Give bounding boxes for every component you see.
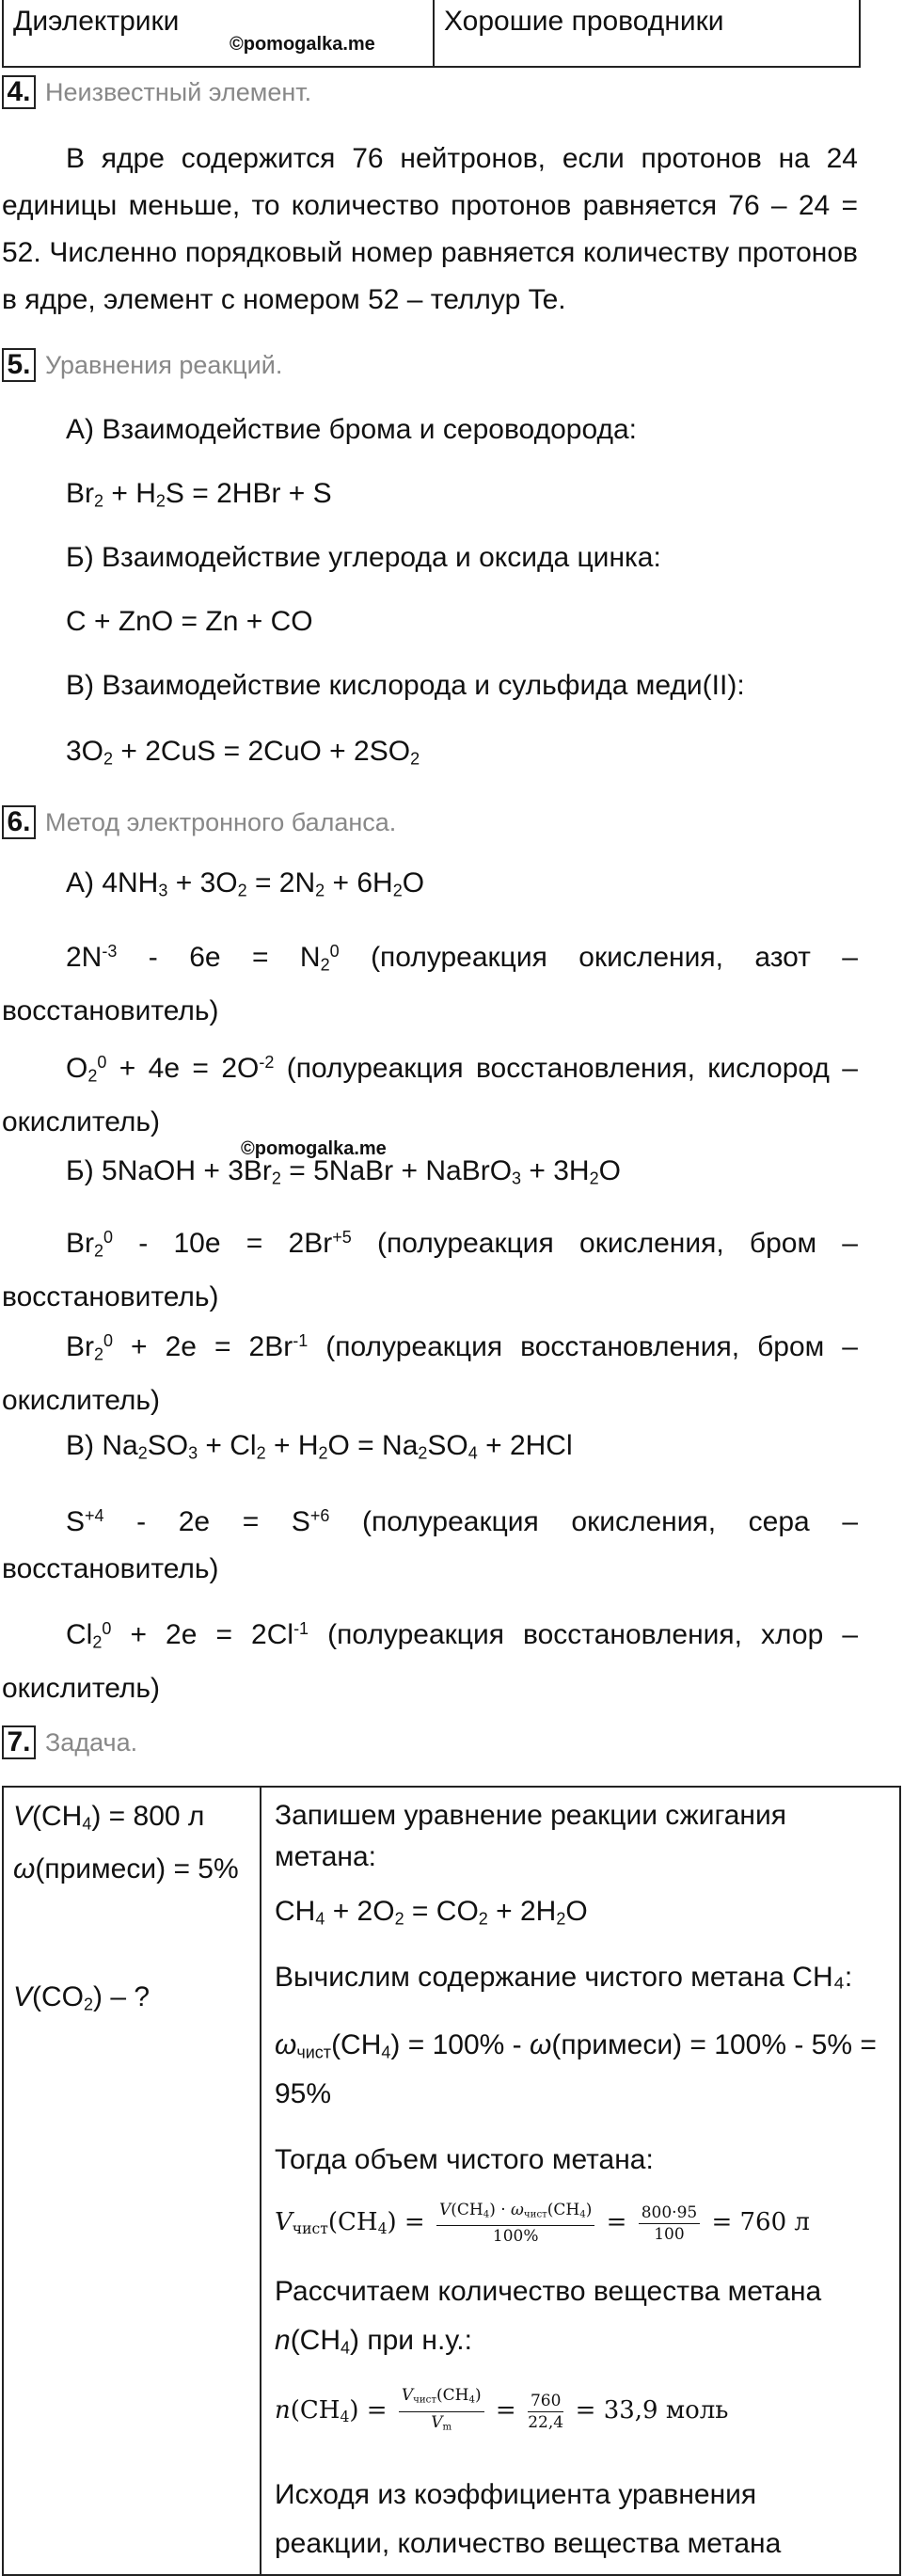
balance-a-oxidation: $2N^{-3} - 6e = N_2^0$ (полуреакция окисления, азот – восстановитель) [2, 941, 858, 1027]
given-column [4, 1788, 261, 2574]
solution-step-5: Исходя из коэффициента уравнения реакции, количество вещества метана [275, 2479, 782, 2559]
solution-purity: $\omega_{чист}(CH_4) = 100\%$ - ω(примеси) = 100% - 5% = 95% [275, 2029, 877, 2109]
balance-b-oxidation: $Br_2^0 - 10e = 2Br^{+5}$ (полуреакция окисления, бром – восстановитель) [2, 1227, 858, 1313]
explanation: (полуреакция окисления, сера – восстановитель) [2, 1505, 859, 1584]
section-number: 7. [2, 1725, 36, 1759]
section-6-header [2, 805, 396, 839]
given-impurity: ω(примеси) = 5% [13, 1853, 239, 1884]
solution-step-4: Рассчитаем количество вещества метана $n(CH_4)$ при н.у.: [275, 2276, 822, 2358]
reaction-a-equation: $Br_2 + H_2S = 2HBr + S$ [66, 478, 332, 511]
explanation: (полуреакция окисления, азот – восстановитель) [2, 941, 858, 1027]
section-7-header [2, 1725, 137, 1759]
explanation: (полуреакция восстановления, хлор – окислитель) [2, 1618, 859, 1705]
reaction-b-equation: C + ZnO = Zn + CO [66, 606, 313, 637]
formula-volume: $V_{чист}(CH_4)$ = $\frac{V(CH_4) \cdot \omega_{чист}(CH_4)}{100\%}$ = $\frac{800\cdot 95}{100}$ = 760 л [275, 2200, 810, 2247]
cell-dielectrics [4, 0, 435, 66]
section-number: 4. [2, 75, 36, 109]
given-volume: $V(CH_4) = 800$ л [13, 1801, 205, 1834]
explanation: (полуреакция окисления, бром – восстановитель) [2, 1227, 858, 1313]
reaction-c-equation: $3O_2 + 2CuS = 2CuO + 2SO_2$ [66, 736, 420, 769]
reaction-b-label: Б) Взаимодействие углерода и оксида цинка: [66, 542, 661, 573]
section-number: 6. [2, 805, 36, 839]
balance-c-equation: В) $Na_2SO_3 + Cl_2 + H_2O = Na_2SO_4 + 2HCl$ [66, 1430, 573, 1463]
balance-b-equation: Б) 5NaOH + $3Br_2$ = 5NaBr + NaBrO$_3$ + $3H_2O$ [66, 1155, 621, 1188]
section-4-text: В ядре содержится 76 нейтронов, если протонов на 24 единицы меньше, то количество протонов равняется 76 – 24 = 52. Численно порядковый номер равняется количеству протонов в ядре, элемент с номером 52 – теллур Te. [2, 143, 858, 315]
section-title: Задача. [45, 1727, 138, 1757]
unknown: $V(CO_2)$ – ? [13, 1981, 150, 2014]
balance-c-reduction: $Cl_2^0 + 2e = 2Cl^{-1}$ (полуреакция восстановления, хлор – окислитель) [2, 1618, 859, 1705]
solution-step-2: Вычислим содержание чистого метана CH₄: [275, 1962, 853, 1993]
top-table [2, 0, 861, 68]
section-5-header [2, 348, 282, 382]
balance-c-oxidation: $S^{+4} - 2e = S^{+6}$ (полуреакция окисления, сера – восстановитель) [2, 1505, 859, 1584]
formula-amount: $n(CH_4)$ = $\frac{V_{чист}(CH_4)}{V_m}$ = $\frac{760}{22,4}$ = 33,9 моль [275, 2385, 729, 2433]
explanation: (полуреакция восстановления, бром – окислитель) [2, 1330, 858, 1417]
balance-a-equation: А) $4NH_3 + 3O_2 = 2N_2 + 6H_2O$ [66, 867, 425, 900]
section-title: Метод электронного баланса. [45, 807, 397, 836]
reaction-a-label: А) Взаимодействие брома и сероводорода: [66, 414, 637, 445]
explanation: (полуреакция восстановления, кислород – окислитель) [2, 1052, 858, 1138]
section-4-header [2, 75, 311, 109]
cell-dielectrics-text: Диэлектрики [13, 6, 180, 37]
reaction-c-label: В) Взаимодействие кислорода и сульфида меди(II): [66, 670, 745, 701]
task-table [2, 1786, 901, 2576]
watermark: ©pomogalka.me [241, 1138, 387, 1159]
section-number: 5. [2, 348, 36, 382]
solution-step-3: Тогда объем чистого метана: [275, 2144, 654, 2175]
balance-a-reduction: $O_2^0 + 4e = 2O^{-2}$ (полуреакция восстановления, кислород – окислитель) [2, 1052, 858, 1138]
solution-column [261, 1788, 899, 2574]
section-title: Неизвестный элемент. [45, 77, 312, 106]
solution-step-1: Запишем уравнение реакции сжигания метана: [275, 1800, 786, 1872]
solution-equation: $CH_4 + 2O_2 = CO_2 + 2H_2O$ [275, 1896, 588, 1929]
balance-b-reduction: $Br_2^0 + 2e = 2Br^{-1}$ (полуреакция восстановления, бром – окислитель) [2, 1330, 858, 1417]
section-title: Уравнения реакций. [45, 350, 283, 379]
watermark: ©pomogalka.me [230, 34, 375, 55]
cell-conductors: Хорошие проводники [444, 6, 724, 37]
